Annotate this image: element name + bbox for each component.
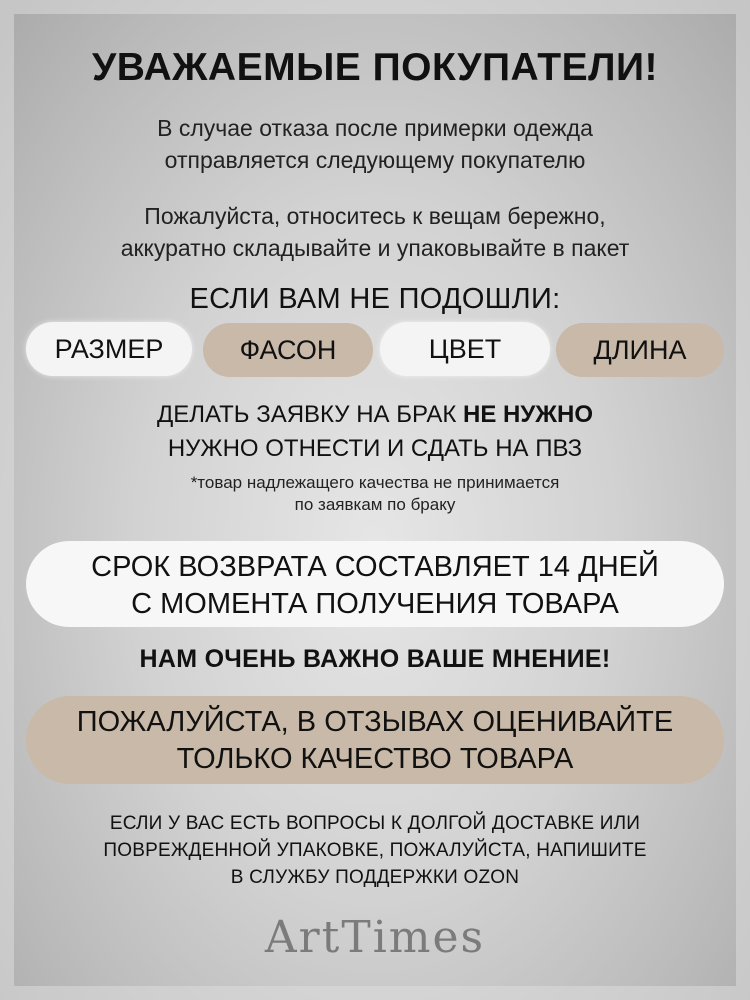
reason-pill-style: ФАСОН (203, 323, 373, 377)
return-period-line-2: С МОМЕНТА ПОЛУЧЕНИЯ ТОВАРА (131, 588, 619, 620)
brand-logo: ArtTimes (264, 912, 486, 963)
return-instructions (0, 398, 750, 466)
care-line-2: аккуратно складывайте и упаковывайте в пакет (120, 235, 630, 261)
review-request-pill (26, 696, 724, 784)
footnote-line-1: *товар надлежащего качества не принимается (190, 473, 560, 492)
reason-pill-length: ДЛИНА (556, 323, 724, 377)
return-period-pill (26, 541, 724, 627)
contact-line-3: В СЛУЖБУ ПОДДЕРЖКИ OZON (230, 867, 520, 888)
opinion-heading: НАМ ОЧЕНЬ ВАЖНО ВАШЕ МНЕНИЕ! (139, 645, 611, 673)
refusal-line-1: В случае отказа после примерки одежда (157, 115, 593, 141)
return-line-2: НУЖНО ОТНЕСТИ И СДАТЬ НА ПВЗ (167, 435, 583, 462)
return-line-1-prefix: ДЕЛАТЬ ЗАЯВКУ НА БРАК (156, 401, 464, 428)
contact-line-2: ПОВРЕЖДЕННОЙ УПАКОВКЕ, ПОЖАЛУЙСТА, НАПИШИТЕ (103, 840, 647, 861)
support-contact (0, 810, 750, 891)
footnote-line-2: по заявкам по браку (294, 495, 456, 514)
page-title: УВАЖАЕМЫЕ ПОКУПАТЕЛИ! (92, 46, 658, 89)
reason-pill-size: РАЗМЕР (26, 322, 192, 376)
review-request-line-1: ПОЖАЛУЙСТА, В ОТЗЫВАХ ОЦЕНИВАЙТЕ (76, 706, 674, 738)
refusal-paragraph (0, 112, 750, 176)
return-line-1-bold: НЕ НУЖНО (463, 401, 593, 428)
contact-line-1: ЕСЛИ У ВАС ЕСТЬ ВОПРОСЫ К ДОЛГОЙ ДОСТАВКЕ ИЛИ (109, 813, 641, 834)
refusal-line-2: отправляется следующему покупателю (164, 147, 586, 173)
reasons-heading: ЕСЛИ ВАМ НЕ ПОДОШЛИ: (189, 283, 561, 315)
reason-pill-color: ЦВЕТ (380, 322, 550, 376)
return-line-1 (0, 398, 750, 432)
review-request-line-2: ТОЛЬКО КАЧЕСТВО ТОВАРА (176, 743, 574, 775)
care-line-1: Пожалуйста, относитесь к вещам бережно, (144, 203, 606, 229)
return-period-line-1: СРОК ВОЗВРАТА СОСТАВЛЯЕТ 14 ДНЕЙ (91, 551, 659, 583)
footnote (0, 472, 750, 516)
care-paragraph (0, 200, 750, 264)
